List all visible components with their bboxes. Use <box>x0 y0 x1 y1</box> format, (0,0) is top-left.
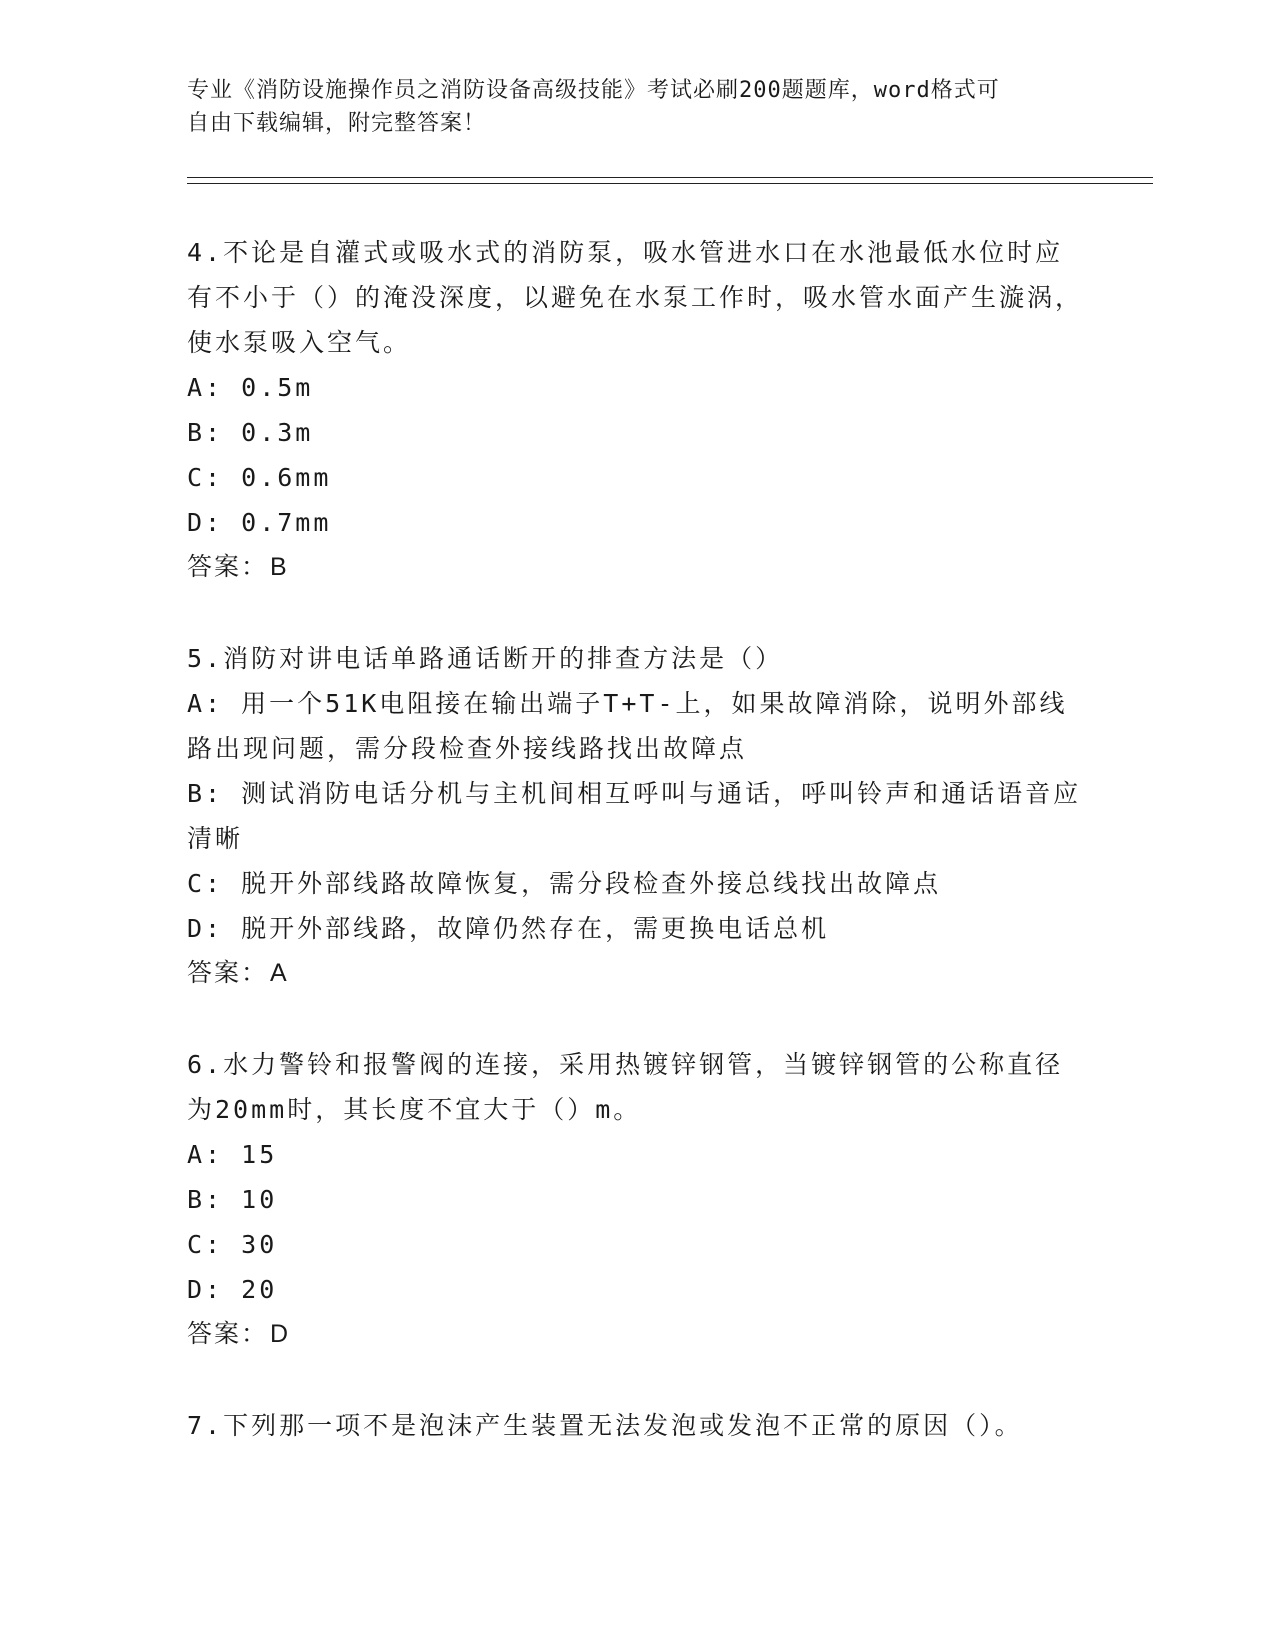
header-line-1: 专业《消防设施操作员之消防设备高级技能》考试必刷200题题库，word格式可 <box>187 78 1000 103</box>
question-4 <box>187 230 1087 590</box>
option-c: C: 脱开外部线路故障恢复，需分段检查外接总线找出故障点 <box>187 869 942 898</box>
option-c: C: 30 <box>187 1230 278 1259</box>
answer-label: 答案： <box>187 1320 269 1348</box>
header-rule-top <box>187 177 1153 178</box>
question-7 <box>187 1403 1087 1448</box>
question-6 <box>187 1042 1087 1357</box>
header-line-2: 自由下载编辑，附完整答案！ <box>187 111 487 136</box>
answer-value: D <box>270 1320 291 1348</box>
question-stem: 7.下列那一项不是泡沫产生装置无法发泡或发泡不正常的原因（）。 <box>187 1411 1023 1440</box>
document-header <box>187 74 1087 140</box>
question-stem: 6.水力警铃和报警阀的连接，采用热镀锌钢管，当镀锌钢管的公称直径为20mm时，其长度不宜大于（）m。 <box>187 1050 1064 1124</box>
option-a: A: 0.5m <box>187 373 314 402</box>
question-stem: 5.消防对讲电话单路通话断开的排查方法是（） <box>187 644 784 673</box>
option-c: C: 0.6mm <box>187 463 332 492</box>
answer-value: B <box>270 553 289 581</box>
answer-label: 答案： <box>187 959 269 987</box>
question-stem: 4.不论是自灌式或吸水式的消防泵，吸水管进水口在水池最低水位时应有不小于（）的淹没深度，以避免在水泵工作时，吸水管水面产生漩涡，使水泵吸入空气。 <box>187 238 1084 357</box>
option-a: A: 用一个51K电阻接在输出端子T+T-上，如果故障消除，说明外部线路出现问题，需分段检查外接线路找出故障点 <box>187 689 1068 763</box>
option-b: B: 测试消防电话分机与主机间相互呼叫与通话，呼叫铃声和通话语音应清晰 <box>187 779 1082 853</box>
option-b: B: 10 <box>187 1185 278 1214</box>
question-list <box>187 230 1087 1494</box>
answer-line <box>187 545 1087 590</box>
option-d: D: 0.7mm <box>187 508 332 537</box>
answer-line <box>187 1312 1087 1357</box>
question-5 <box>187 636 1087 996</box>
option-b: B: 0.3m <box>187 418 314 447</box>
header-rule-bottom <box>187 183 1153 184</box>
option-a: A: 15 <box>187 1140 278 1169</box>
answer-line <box>187 951 1087 996</box>
option-d: D: 20 <box>187 1275 278 1304</box>
answer-label: 答案： <box>187 553 269 581</box>
option-d: D: 脱开外部线路，故障仍然存在，需更换电话总机 <box>187 914 830 943</box>
answer-value: A <box>270 959 289 987</box>
